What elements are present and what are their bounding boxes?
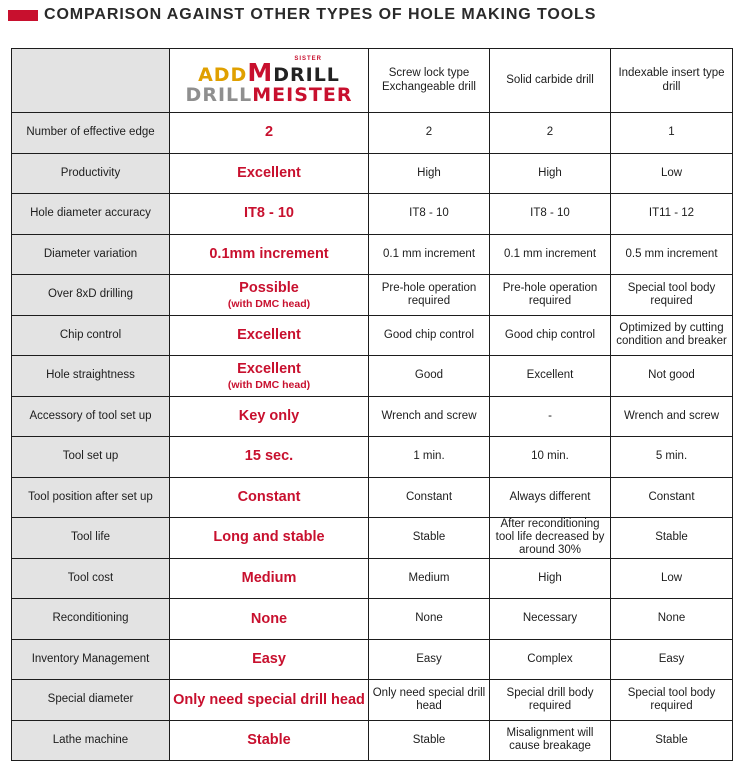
addmdrill-value: Excellent: [237, 326, 301, 343]
addmdrill-value-cell: [170, 599, 369, 640]
addmdrill-value: Key only: [238, 407, 300, 424]
solid-carbide-value: -: [490, 396, 611, 437]
header-row: [12, 49, 733, 113]
row-label: Tool position after set up: [12, 477, 170, 518]
addmdrill-value-cell: [170, 437, 369, 478]
solid-carbide-value: 10 min.: [490, 437, 611, 478]
column-header-indexable: Indexable insert type drill: [611, 49, 733, 113]
table-row: [12, 113, 733, 154]
addmdrill-value-cell: [170, 275, 369, 316]
addmdrill-value: Stable: [247, 732, 291, 749]
indexable-value: Low: [611, 558, 733, 599]
indexable-value: Constant: [611, 477, 733, 518]
logo-small-text: SISTER: [294, 55, 322, 62]
table-row: [12, 437, 733, 478]
screw-lock-value: Pre-hole operation required: [369, 275, 490, 316]
indexable-value: Wrench and screw: [611, 396, 733, 437]
addmdrill-value-cell: [170, 639, 369, 680]
table-row: [12, 396, 733, 437]
indexable-value: None: [611, 599, 733, 640]
solid-carbide-value: High: [490, 558, 611, 599]
comparison-table: [11, 48, 733, 761]
addmdrill-value: IT8 - 10: [244, 205, 294, 222]
addmdrill-value: Long and stable: [213, 529, 325, 546]
brand-logo: [172, 56, 366, 106]
solid-carbide-value: After reconditioning tool life decreased by around 30%: [490, 518, 611, 559]
addmdrill-value-note: (with DMC head): [227, 378, 311, 391]
screw-lock-value: IT8 - 10: [369, 194, 490, 235]
addmdrill-value-cell: [170, 356, 369, 397]
row-label: Tool set up: [12, 437, 170, 478]
row-label: Number of effective edge: [12, 113, 170, 154]
row-label: Tool cost: [12, 558, 170, 599]
indexable-value: Low: [611, 153, 733, 194]
row-label: Inventory Management: [12, 639, 170, 680]
addmdrill-value-cell: [170, 680, 369, 721]
solid-carbide-value: High: [490, 153, 611, 194]
row-label: Tool life: [12, 518, 170, 559]
addmdrill-value-cell: [170, 153, 369, 194]
addmdrill-value: Possible: [239, 279, 299, 296]
solid-carbide-value: 0.1 mm increment: [490, 234, 611, 275]
title-bar: [8, 4, 596, 26]
addmdrill-value: Easy: [252, 651, 286, 668]
table-row: [12, 680, 733, 721]
logo-drillmeister: [186, 86, 353, 105]
logo-m-text: M: [247, 58, 274, 88]
addmdrill-value: Only need special drill head: [173, 691, 365, 708]
addmdrill-value-cell: [170, 194, 369, 235]
row-label: Over 8xD drilling: [12, 275, 170, 316]
row-label: Accessory of tool set up: [12, 396, 170, 437]
logo-add-text: ADD: [198, 64, 248, 87]
solid-carbide-value: Pre-hole operation required: [490, 275, 611, 316]
table-row: [12, 639, 733, 680]
table-row: [12, 234, 733, 275]
addmdrill-value-cell: [170, 720, 369, 761]
row-label: Diameter variation: [12, 234, 170, 275]
solid-carbide-value: Misalignment will cause breakage: [490, 720, 611, 761]
page-title: COMPARISON AGAINST OTHER TYPES OF HOLE MAKING TOOLS: [44, 6, 597, 23]
solid-carbide-value: Good chip control: [490, 315, 611, 356]
table-row: [12, 599, 733, 640]
row-label: Reconditioning: [12, 599, 170, 640]
logo-meister-text: MEISTER: [252, 84, 353, 107]
title-marker: [8, 10, 38, 21]
logo-drill-text: DRILL: [273, 64, 340, 87]
addmdrill-value-note: (with DMC head): [227, 297, 311, 310]
addmdrill-value-cell: [170, 396, 369, 437]
addmdrill-value: Medium: [241, 570, 297, 587]
screw-lock-value: Only need special drill head: [369, 680, 490, 721]
addmdrill-value: 15 sec.: [244, 448, 294, 465]
table-row: [12, 153, 733, 194]
indexable-value: 0.5 mm increment: [611, 234, 733, 275]
addmdrill-value: Constant: [237, 488, 301, 505]
solid-carbide-value: IT8 - 10: [490, 194, 611, 235]
screw-lock-value: 1 min.: [369, 437, 490, 478]
indexable-value: Easy: [611, 639, 733, 680]
screw-lock-value: Wrench and screw: [369, 396, 490, 437]
indexable-value: Optimized by cutting condition and breaker: [611, 315, 733, 356]
addmdrill-value: Excellent: [237, 164, 301, 181]
screw-lock-value: Stable: [369, 720, 490, 761]
solid-carbide-value: Necessary: [490, 599, 611, 640]
indexable-value: 5 min.: [611, 437, 733, 478]
table-row: [12, 315, 733, 356]
logo-drill2-text: DRILL: [185, 84, 253, 107]
indexable-value: Special tool body required: [611, 275, 733, 316]
screw-lock-value: Medium: [369, 558, 490, 599]
table-row: [12, 558, 733, 599]
screw-lock-value: None: [369, 599, 490, 640]
column-header-screw-lock: Screw lock type Exchangeable drill: [369, 49, 490, 113]
addmdrill-value-cell: [170, 477, 369, 518]
addmdrill-value-cell: [170, 113, 369, 154]
indexable-value: Stable: [611, 720, 733, 761]
solid-carbide-value: 2: [490, 113, 611, 154]
addmdrill-value: 0.1mm increment: [209, 245, 329, 262]
header-corner-cell: [12, 49, 170, 113]
brand-logo-cell: [170, 49, 369, 113]
row-label: Productivity: [12, 153, 170, 194]
solid-carbide-value: Complex: [490, 639, 611, 680]
addmdrill-value-cell: [170, 315, 369, 356]
indexable-value: 1: [611, 113, 733, 154]
row-label: Lathe machine: [12, 720, 170, 761]
screw-lock-value: High: [369, 153, 490, 194]
screw-lock-value: Good: [369, 356, 490, 397]
addmdrill-value: 2: [264, 124, 274, 141]
table-row: [12, 720, 733, 761]
row-label: Chip control: [12, 315, 170, 356]
solid-carbide-value: Always different: [490, 477, 611, 518]
solid-carbide-value: Excellent: [490, 356, 611, 397]
screw-lock-value: Good chip control: [369, 315, 490, 356]
addmdrill-value: None: [250, 610, 288, 627]
screw-lock-value: Constant: [369, 477, 490, 518]
indexable-value: Stable: [611, 518, 733, 559]
row-label: Hole diameter accuracy: [12, 194, 170, 235]
row-label: Special diameter: [12, 680, 170, 721]
screw-lock-value: Stable: [369, 518, 490, 559]
table-row: [12, 275, 733, 316]
addmdrill-value-cell: [170, 234, 369, 275]
indexable-value: Not good: [611, 356, 733, 397]
screw-lock-value: Easy: [369, 639, 490, 680]
solid-carbide-value: Special drill body required: [490, 680, 611, 721]
addmdrill-value: Excellent: [237, 360, 301, 377]
addmdrill-value-cell: [170, 558, 369, 599]
row-label: Hole straightness: [12, 356, 170, 397]
screw-lock-value: 0.1 mm increment: [369, 234, 490, 275]
table-row: [12, 194, 733, 235]
screw-lock-value: 2: [369, 113, 490, 154]
column-header-solid-carbide: Solid carbide drill: [490, 49, 611, 113]
indexable-value: Special tool body required: [611, 680, 733, 721]
addmdrill-value-cell: [170, 518, 369, 559]
indexable-value: IT11 - 12: [611, 194, 733, 235]
table-row: [12, 477, 733, 518]
table-row: [12, 518, 733, 559]
table-row: [12, 356, 733, 397]
